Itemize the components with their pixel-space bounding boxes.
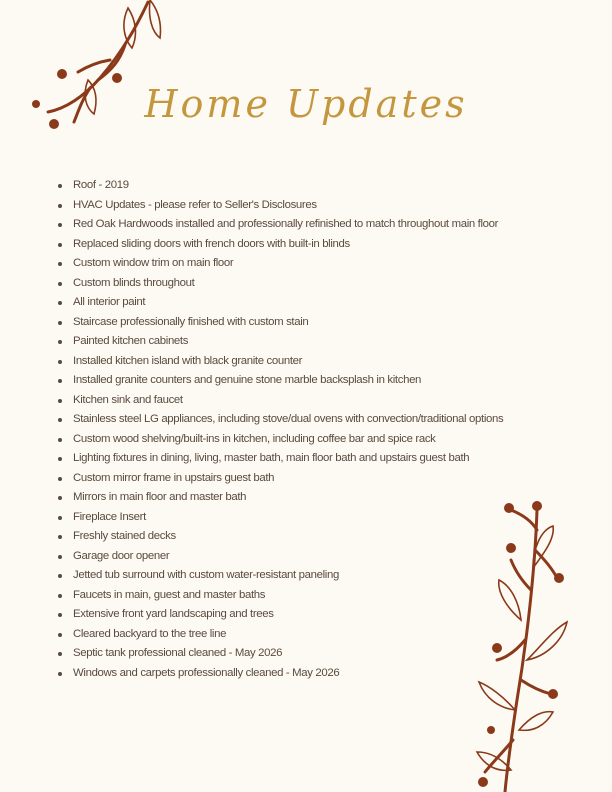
update-item: Painted kitchen cabinets [56, 332, 556, 352]
update-item: All interior paint [56, 293, 556, 313]
update-item: Septic tank professional cleaned - May 2026 [56, 644, 556, 664]
update-item: Installed kitchen island with black granite counter [56, 352, 556, 372]
update-item: Fireplace Insert [56, 508, 556, 528]
update-item: Faucets in main, guest and master baths [56, 586, 556, 606]
update-item: Extensive front yard landscaping and trees [56, 605, 556, 625]
update-item: Custom mirror frame in upstairs guest bath [56, 469, 556, 489]
update-item: Custom window trim on main floor [56, 254, 556, 274]
update-item: Roof - 2019 [56, 176, 556, 196]
update-item: Red Oak Hardwoods installed and professionally refinished to match throughout main floor [56, 215, 556, 235]
update-item: Stainless steel LG appliances, including stove/dual ovens with convection/traditional options [56, 410, 556, 430]
update-item: Cleared backyard to the tree line [56, 625, 556, 645]
update-item: Replaced sliding doors with french doors with built-in blinds [56, 235, 556, 255]
update-item: Lighting fixtures in dining, living, master bath, main floor bath and upstairs guest bath [56, 449, 556, 469]
update-item: Custom blinds throughout [56, 274, 556, 294]
update-item: Custom wood shelving/built-ins in kitchen, including coffee bar and spice rack [56, 430, 556, 450]
update-item: HVAC Updates - please refer to Seller's Disclosures [56, 196, 556, 216]
update-item: Freshly stained decks [56, 527, 556, 547]
update-item: Kitchen sink and faucet [56, 391, 556, 411]
page-title: Home Updates [144, 82, 468, 126]
update-item: Jetted tub surround with custom water-resistant paneling [56, 566, 556, 586]
home-updates-list [56, 176, 556, 683]
update-item: Windows and carpets professionally cleaned - May 2026 [56, 664, 556, 684]
update-item: Installed granite counters and genuine stone marble backsplash in kitchen [56, 371, 556, 391]
update-item: Staircase professionally finished with custom stain [56, 313, 556, 333]
update-item: Mirrors in main floor and master bath [56, 488, 556, 508]
update-item: Garage door opener [56, 547, 556, 567]
